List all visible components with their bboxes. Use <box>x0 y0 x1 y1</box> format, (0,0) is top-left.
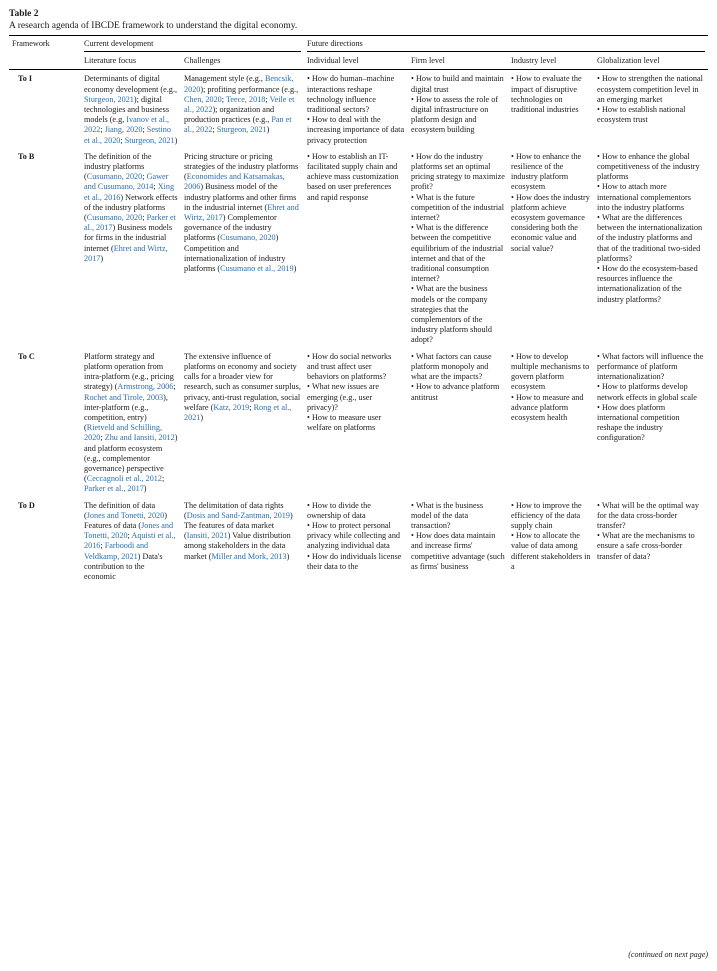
question-item: • How to attach more international complementors into the industry platforms <box>597 182 705 213</box>
citation-link[interactable]: Sestino et al., 2020 <box>84 125 171 145</box>
question-item: • How to deal with the increasing importance of data privacy protection <box>307 115 405 146</box>
citation-link[interactable]: Zhu and Iansiti, 2012 <box>104 433 175 443</box>
question-item: • What is the future competition of the industrial internet? <box>411 193 505 224</box>
firm-level-cell <box>408 70 508 148</box>
challenges-header: Challenges <box>181 54 304 70</box>
cell-text: ) <box>266 125 270 135</box>
citation-link[interactable]: Gawer and Cusumano, 2014 <box>84 172 169 192</box>
citation-link[interactable]: Teece, 2018 <box>225 94 266 104</box>
individual-level-cell <box>304 497 408 585</box>
question-item: • How to advance platform antitrust <box>411 382 505 402</box>
cell-text: ; <box>162 474 165 484</box>
citation-link[interactable]: Cusumano, 2020 <box>86 172 143 182</box>
cell-text: ; <box>142 213 147 223</box>
cell-text: Platform strategy and platform operation from intra-platform (e.g., pricing strategy) ( <box>84 351 174 392</box>
question-item: • How to develop multiple mechanisms to govern platform ecosystem <box>511 352 591 393</box>
question-item: • How to evaluate the impact of disruptive technologies on traditional industries <box>511 74 591 115</box>
question-item: • How to establish national ecosystem trust <box>597 105 705 125</box>
cell-text: The delimitation of data rights ( <box>184 500 284 520</box>
table-caption: A research agenda of IBCDE framework to understand the digital economy. <box>9 21 298 31</box>
question-item: • How to assess the role of digital infrastructure on platform design and ecosystem building <box>411 95 505 136</box>
cell-text: ) <box>286 551 290 561</box>
question-item: • How does platform international competition reshape the industry configuration? <box>597 403 705 444</box>
citation-link[interactable]: Sturgeon, 2021 <box>216 125 267 135</box>
cell-text: The definition of data ( <box>84 500 156 520</box>
table-row-to-d <box>9 497 708 585</box>
citation-link[interactable]: Aquisti et al., 2016 <box>84 531 176 551</box>
industry-level-cell <box>508 348 594 497</box>
challenges-cell <box>181 148 304 348</box>
question-item: • How to enhance the global competitiveness of the industry platforms <box>597 152 705 183</box>
globalization-level-cell <box>594 497 708 585</box>
cell-text: ) Business model of the industry platforms and other firms in the industrial internet ( <box>184 182 297 212</box>
citation-link[interactable]: Armstrong, 2006 <box>117 382 174 392</box>
citation-link[interactable]: Rong et al., 2021 <box>184 402 292 422</box>
cell-text: ; <box>142 172 147 182</box>
citation-link[interactable]: Rietveld and Schilling, 2020 <box>84 423 163 443</box>
table-row-to-c <box>9 348 708 497</box>
question-item: • What factors can cause platform monopoly and what are the impacts? <box>411 352 505 383</box>
question-item: • What is the difference between the competitive equilibrium of the industrial internet and that of the traditional consumption internet? <box>411 223 505 284</box>
cell-text: ); profiting performance (e.g., <box>200 84 299 94</box>
industry-level-header: Industry level <box>508 54 594 70</box>
globalization-level-cell <box>594 70 708 148</box>
citation-link[interactable]: Xing et al., 2016 <box>84 182 175 202</box>
cell-text: ; <box>265 94 270 104</box>
cell-text: ; <box>153 182 158 192</box>
literature-focus-header: Literature focus <box>81 54 181 70</box>
cell-text: The definition of the industry platforms ( <box>84 151 152 182</box>
question-item: • How to strengthen the national ecosystem competition level in an emerging market <box>597 74 705 105</box>
citation-link[interactable]: Jones and Tonetti, 2020 <box>84 520 174 541</box>
question-item: • How to establish an IT- facilitated supply chain and achieve mass customization based on user preferences and rapid response <box>307 152 405 203</box>
question-item: • How do the ecosystem-based resources influence the internationalization of the industry platforms? <box>597 264 705 305</box>
cell-text: ) and platform ecosystem (e.g., complementor governance) perspective ( <box>84 433 178 484</box>
citation-link[interactable]: Economides and Katsamakas, 2006 <box>184 172 285 192</box>
cell-text: ) <box>100 253 104 263</box>
citation-link[interactable]: Cusumano et al., 2019 <box>220 264 294 274</box>
literature-focus-cell <box>81 70 181 148</box>
cell-text: ) Features of data ( <box>84 510 167 530</box>
cell-text: ) Data's contribution to the economic <box>84 551 163 581</box>
table-label: Table 2 <box>9 9 39 19</box>
cell-text: ) <box>174 135 178 145</box>
cell-text: ; <box>221 94 226 104</box>
cell-text: ; <box>100 433 105 443</box>
cell-text: ); digital technologies and business models (e.g, <box>84 94 170 125</box>
framework-cell: To I <box>18 74 33 84</box>
table-row-to-i <box>9 70 708 148</box>
industry-level-cell <box>508 70 594 148</box>
cell-text: ) <box>293 264 297 274</box>
firm-level-header: Firm level <box>408 54 508 70</box>
question-item: • How to measure user welfare on platforms <box>307 413 405 433</box>
cell-text: ; <box>173 382 176 392</box>
citation-link[interactable]: Pan et al., 2022 <box>184 115 292 135</box>
citation-link[interactable]: Cusumano, 2020 <box>86 213 143 223</box>
literature-focus-cell <box>81 148 181 348</box>
question-item: • What are the business models or the company strategies that the complementors of the industry platform should adopt? <box>411 284 505 345</box>
header-row-columns <box>9 54 708 70</box>
question-item: • How to build and maintain digital trust <box>411 74 505 94</box>
citation-link[interactable]: Ehret and Wirtz, 2017 <box>184 202 299 223</box>
cell-text: ; <box>212 125 217 135</box>
question-item: • How to measure and advance platform ecosystem health <box>511 393 591 424</box>
header-row-groups <box>9 36 708 55</box>
cell-text: ) Competition and internationalization of industry platforms ( <box>184 233 286 274</box>
cell-text: ) Value distribution among stakeholders in the data market ( <box>184 531 291 561</box>
citation-link[interactable]: Jones and Tonetti, 2020 <box>86 510 165 520</box>
citation-link[interactable]: Sturgeon, 2021 <box>124 135 175 145</box>
globalization-level-header: Globalization level <box>594 54 708 70</box>
table-row-to-b <box>9 148 708 348</box>
question-item: • How to allocate the value of data among different stakeholders in a <box>511 531 591 572</box>
cell-text: Pricing structure or pricing strategies of the industry platforms ( <box>184 151 299 182</box>
question-item: • What new issues are emerging (e.g., user privacy)? <box>307 382 405 413</box>
individual-level-cell <box>304 70 408 148</box>
question-item: • How to improve the efficiency of the data supply chain <box>511 501 591 532</box>
citation-link[interactable]: Veile et al., 2022 <box>184 94 295 115</box>
firm-level-cell <box>408 497 508 585</box>
cell-text: ) Network effects of the industry platforms ( <box>84 192 178 223</box>
cell-text: ; <box>249 402 254 412</box>
citation-link[interactable]: Rochet and Tirole, 2003 <box>84 392 164 402</box>
citation-link[interactable]: Bencsik, 2020 <box>184 74 294 94</box>
research-agenda-table <box>9 35 708 584</box>
framework-cell: To D <box>18 500 35 510</box>
continued-note: (continued on next page) <box>628 950 708 959</box>
literature-focus-cell <box>81 497 181 585</box>
citation-link[interactable]: Ceccagnoli et al., 2012 <box>86 474 162 484</box>
cell-text: ) <box>200 412 204 422</box>
framework-cell: To C <box>18 351 35 361</box>
future-directions-header: Future directions <box>304 36 708 55</box>
question-item: • How to enhance the resilience of the industry platform ecosystem <box>511 152 591 193</box>
current-development-header: Current development <box>81 36 304 55</box>
question-item: • What are the mechanisms to ensure a safe cross-border transfer of data? <box>597 531 705 562</box>
cell-text: The extensive influence of platforms on economy and society calls for a broader view for research, such as consumer surplus, privacy, anti-trust regulation, social welfare ( <box>184 351 301 412</box>
citation-link[interactable]: Sturgeon, 2021 <box>84 94 134 104</box>
cell-text: ), inter-platform (e.g., competition, entry) ( <box>84 392 168 433</box>
cell-text: ; <box>142 125 147 135</box>
question-item: • How do social networks and trust affect user behaviors on platforms? <box>307 352 405 383</box>
challenges-cell <box>181 348 304 497</box>
industry-level-cell <box>508 497 594 585</box>
question-item: • How to protect personal privacy while collecting and analyzing individual data <box>307 521 405 552</box>
firm-level-cell <box>408 348 508 497</box>
cell-text: ; <box>100 541 105 551</box>
citation-link[interactable]: Iansiti, 2021 <box>186 531 228 541</box>
cell-text: ) The features of data market ( <box>184 510 293 541</box>
challenges-cell <box>181 497 304 585</box>
cell-text: Management style (e.g., <box>184 74 265 84</box>
firm-level-cell <box>408 148 508 348</box>
question-item: • How do the industry platforms set an optimal pricing strategy to maximize profit? <box>411 152 505 193</box>
citation-link[interactable]: Cusumano, 2020 <box>220 233 276 243</box>
framework-cell: To B <box>18 151 35 161</box>
cell-text: ); organization and production practices (e.g., <box>184 105 275 125</box>
challenges-cell <box>181 70 304 148</box>
citation-link[interactable]: Parker et al., 2017 <box>84 484 144 494</box>
individual-level-cell <box>304 148 408 348</box>
question-item: • How do human–machine interactions reshape technology influence traditional sectors? <box>307 74 405 115</box>
citation-link[interactable]: Farboodi and Veldkamp, 2021 <box>84 541 149 561</box>
cell-text: ; <box>100 125 105 135</box>
citation-link[interactable]: Katz, 2019 <box>213 402 250 412</box>
cell-text: ; <box>127 531 132 541</box>
question-item: • What is the business model of the data transaction? <box>411 501 505 532</box>
cell-text: ) Complementor governance of the industry platforms ( <box>184 213 277 243</box>
cell-text: ; <box>120 135 125 145</box>
globalization-level-cell <box>594 348 708 497</box>
citation-link[interactable]: Dosis and Sand-Zantman, 2019 <box>186 510 290 520</box>
citation-link[interactable]: Chen, 2020 <box>184 94 222 104</box>
question-item: • How to divide the ownership of data <box>307 501 405 521</box>
individual-level-header: Individual level <box>304 54 408 70</box>
globalization-level-cell <box>594 148 708 348</box>
framework-header: Framework <box>9 36 81 55</box>
citation-link[interactable]: Jiang, 2020 <box>104 125 143 135</box>
question-item: • What will be the optimal way for the data cross-border transfer? <box>597 501 705 532</box>
individual-level-cell <box>304 348 408 497</box>
question-item: • How do individuals license their data to the <box>307 552 405 572</box>
industry-level-cell <box>508 148 594 348</box>
question-item: • How does the industry platform achieve ecosystem governance considering both the economic value and social value? <box>511 193 591 254</box>
question-item: • What factors will influence the performance of platform internationalization? <box>597 352 705 383</box>
literature-focus-cell <box>81 348 181 497</box>
cell-text: ) <box>143 484 147 494</box>
question-item: • How to platforms develop network effects in global scale <box>597 382 705 402</box>
cell-text: Determinants of digital economy development (e.g., <box>84 74 177 94</box>
citation-link[interactable]: Ivanov et al., 2022 <box>84 115 170 135</box>
citation-link[interactable]: Parker et al., 2017 <box>84 213 176 233</box>
citation-link[interactable]: Ehret and Wirtz, 2017 <box>84 243 168 263</box>
question-item: • What are the differences between the internationalization of the industry platforms and that of the traditional two-sided platforms? <box>597 213 705 264</box>
citation-link[interactable]: Miller and Mork, 2013 <box>211 551 287 561</box>
question-item: • How does data maintain and increase firms' competitive advantage (such as firms' business <box>411 531 505 572</box>
page <box>9 9 708 584</box>
cell-text: ) Business models for firms in the industrial internet ( <box>84 223 173 253</box>
